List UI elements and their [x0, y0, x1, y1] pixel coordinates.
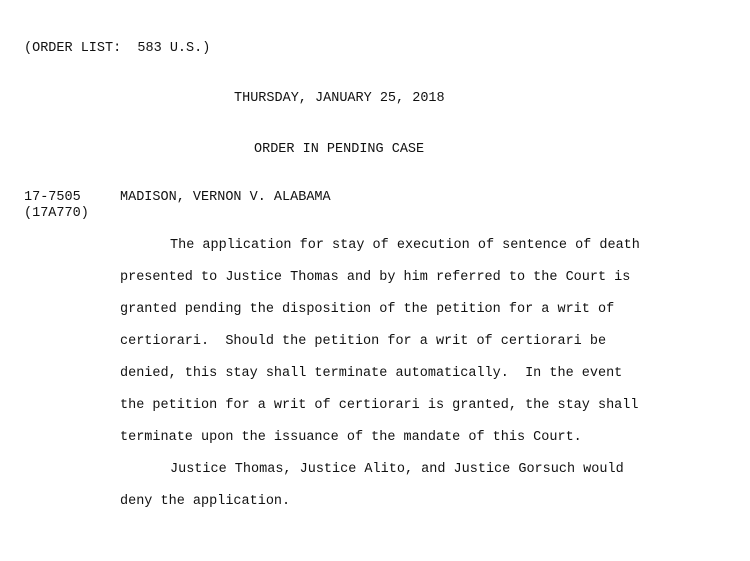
- paragraph1-line-5: denied, this stay shall terminate automatically. In the event: [120, 366, 623, 381]
- paragraph1-line-6: the petition for a writ of certiorari is granted, the stay shall: [120, 398, 639, 413]
- paragraph1-line-3: granted pending the disposition of the petition for a writ of: [120, 302, 615, 317]
- case-caption: MADISON, VERNON V. ALABAMA: [120, 190, 331, 205]
- order-list-label: (ORDER LIST: 583 U.S.): [24, 41, 211, 56]
- order-date: THURSDAY, JANUARY 25, 2018: [234, 91, 445, 106]
- application-number: (17A770): [24, 206, 89, 221]
- paragraph1-line-7: terminate upon the issuance of the mandate of this Court.: [120, 430, 582, 445]
- paragraph1-line-4: certiorari. Should the petition for a writ of certiorari be: [120, 334, 607, 349]
- section-title: ORDER IN PENDING CASE: [254, 142, 425, 157]
- docket-number: 17-7505: [24, 190, 81, 205]
- paragraph1-line-2: presented to Justice Thomas and by him referred to the Court is: [120, 270, 631, 285]
- paragraph1-line-1: The application for stay of execution of sentence of death: [170, 238, 640, 253]
- paragraph2-line-1: Justice Thomas, Justice Alito, and Justice Gorsuch would: [170, 462, 624, 477]
- paragraph2-line-2: deny the application.: [120, 494, 291, 509]
